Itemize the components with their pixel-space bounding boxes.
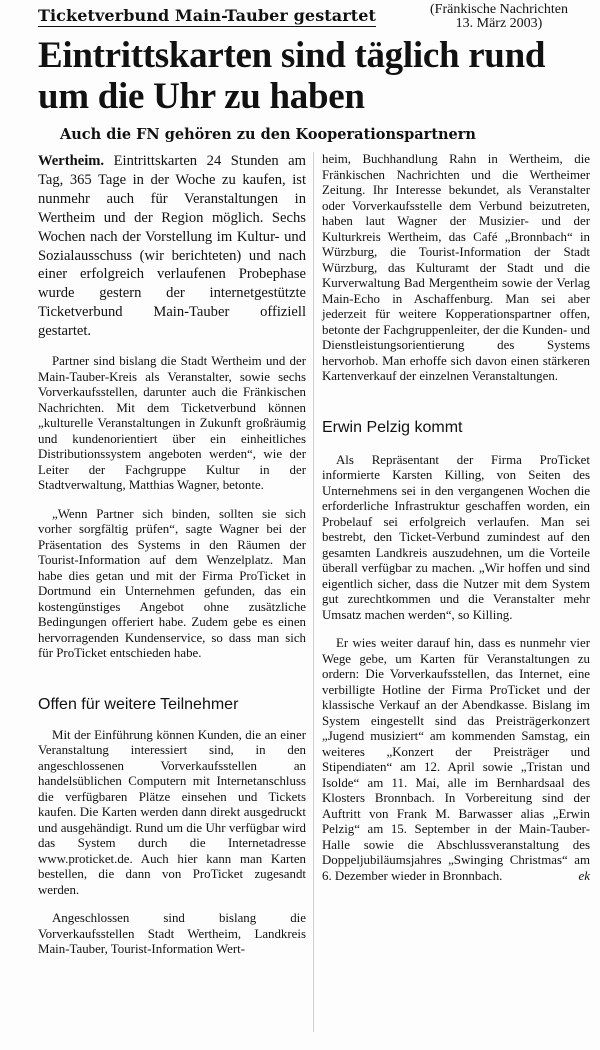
author-initials: ek (578, 868, 590, 883)
article-paragraph: Als Repräsentant der Firma ProTicket informierte Karsten Killing, von Seiten des Unternehmens sei in den vergangenen Wochen die erforderliche Infrastruktur geschaffen worden, ein Probelauf sei erfolgreich verlaufen. Man sei bestrebt, den Ticket-Verbund zumindest auf den gesamten Landkreis auszudehnen, um die Vorteile überall verfügbar zu machen. „Wir hoffen und sind eigentlich sicher, dass die Nutzer mit dem System gut zurechtkommen und die Veranstalter mehr Umsatz machen werden“, so Killing. (322, 452, 590, 622)
section-heading-pelzig: Erwin Pelzig kommt (322, 418, 463, 436)
article-paragraph (322, 636, 590, 884)
source-publication: (Fränkische Nachrichten (430, 2, 568, 17)
section-heading-offen: Offen für weitere Teilnehmer (38, 695, 239, 713)
headline: Eintrittskarten sind täglich rund um die Uhr zu haben (38, 35, 546, 117)
dateline: Wertheim. (38, 153, 105, 169)
right-column (322, 152, 590, 884)
article-paragraph: Partner sind bislang die Stadt Wertheim und der Main-Tauber-Kreis als Veranstalter, sowie sechs Vorverkaufsstellen, darunter auch die Fränkischen Nachrichten. Mit dem Ticketverbund können „kulturelle Veranstaltungen in Zukunft großräumig und kundenorientiert über ein einheitliches Distributionssystem angeboten werden“, wie der Leiter der Fachgruppe Kultur in der Stadtverwaltung, Matthias Wagner, betonte. (38, 354, 306, 493)
kicker-line: Ticketverbund Main-Tauber gestartet (38, 6, 377, 25)
article-paragraph: Mit der Einführung können Kunden, die an einer Veranstaltung interessiert sind, in den angeschlossenen Vorverkaufsstellen an handelsüblichen Computern mit Internetanschluss die verfügbaren Plätze einsehen und Tickets kaufen. Die Karten werden dann direkt ausgedruckt und ausgehändigt. Rund um die Uhr verfügbar wird das System durch die Internetadresse www.proticket.de. Auch hier kann man Karten bestellen, die dann von ProTicket zugesandt werden. (38, 727, 306, 897)
source-date: 13. März 2003) (455, 16, 543, 31)
lead-text: Eintrittskarten 24 Stunden am Tag, 365 Tage in der Woche zu kaufen, ist nunmehr auch für Veranstaltungen in Wertheim und der Region möglich. Sechs Wochen nach der Vorstellung im Kultur- und Sozialausschuss (wir berichteten) und nach einer erfolgreich verlaufenen Probephase wurde gestern der internetgestützte Ticketverbund Main-Tauber offiziell gestartet. (38, 153, 306, 340)
lead-paragraph (38, 152, 306, 341)
column-divider (313, 152, 314, 1032)
article-paragraph: heim, Buchhandlung Rahn in Wertheim, die Fränkischen Nachrichten und die Wertheimer Zeitung. Ihr Interesse bekundet, als Veranstalter oder Vorverkaufsstelle dem Verbund beizutreten, haben laut Wagner der Musizier- und der Kulturkreis Wertheim, das Café „Bronnbach“ in Würzburg, die Tourist-Information der Stadt Würzburg, das Kulturamt der Stadt und die Kurverwaltung Bad Mergentheim sowie der Verlag Main-Echo in Aschaffenburg. Man sei aber jederzeit für weitere Kopperationspartner offen, betonte der Fachgruppenleiter, der die Kunden- und Dienstleistungsorientierung des Systems hervorhob. Man erhoffe sich davon einen stärkeren Kartenverkauf der einzelnen Veranstaltungen. (322, 152, 590, 383)
article-paragraph: „Wenn Partner sich binden, sollten sie sich vorher sorgfältig prüfen“, sagte Wagner bei der Präsentation des Systems in den Räumen der Tourist-Information auf dem Wenzelplatz. Man habe dies getan und mit der Firma ProTicket in Dortmund ein Unternehmen gefunden, das ein kostengünstiges Angebot ohne zusätzliche Bedingungen offeriert habe. Zudem gebe es einen hervorragenden Kundenservice, so dass man sich für ProTicket entschieden habe. (38, 506, 306, 661)
left-column (38, 152, 306, 958)
source-note (404, 3, 594, 31)
article-paragraph-text: Er wies weiter darauf hin, dass es nunmehr vier Wege gebe, um Karten für Veranstaltungen zu ordern: Die Vorverkaufsstellen, das Internet, eine verbilligte Hotline der Firma ProTicket und der klassische Verkauf an der Abendkasse. Bislang im System eingestellt sind das Preisträgerkonzert „Jugend musiziert“ am kommenden Samstag, ein weiteres „Konzert der Preisträger und Stipendiaten“ am 12. April sowie „Tristan und Isolde“ am 11. Mai, alle im Bernhardsaal des Klosters Bronnbach. In Vorbereitung sind der Auftritt von Frank M. Barwasser alias „Erwin Pelzig“ am 15. September in der Main-Tauber-Halle sowie die Abschlussveranstaltung des Doppeljubiläumsjahres „Swinging Christmas“ am 6. Dezember wieder in Bronnbach. (322, 636, 590, 883)
subheadline: Auch die FN gehören zu den Kooperationspartnern (60, 126, 476, 143)
article-paragraph: Angeschlossen sind bislang die Vorverkaufsstellen Stadt Wertheim, Landkreis Main-Tauber, Tourist-Information Wert- (38, 911, 306, 957)
